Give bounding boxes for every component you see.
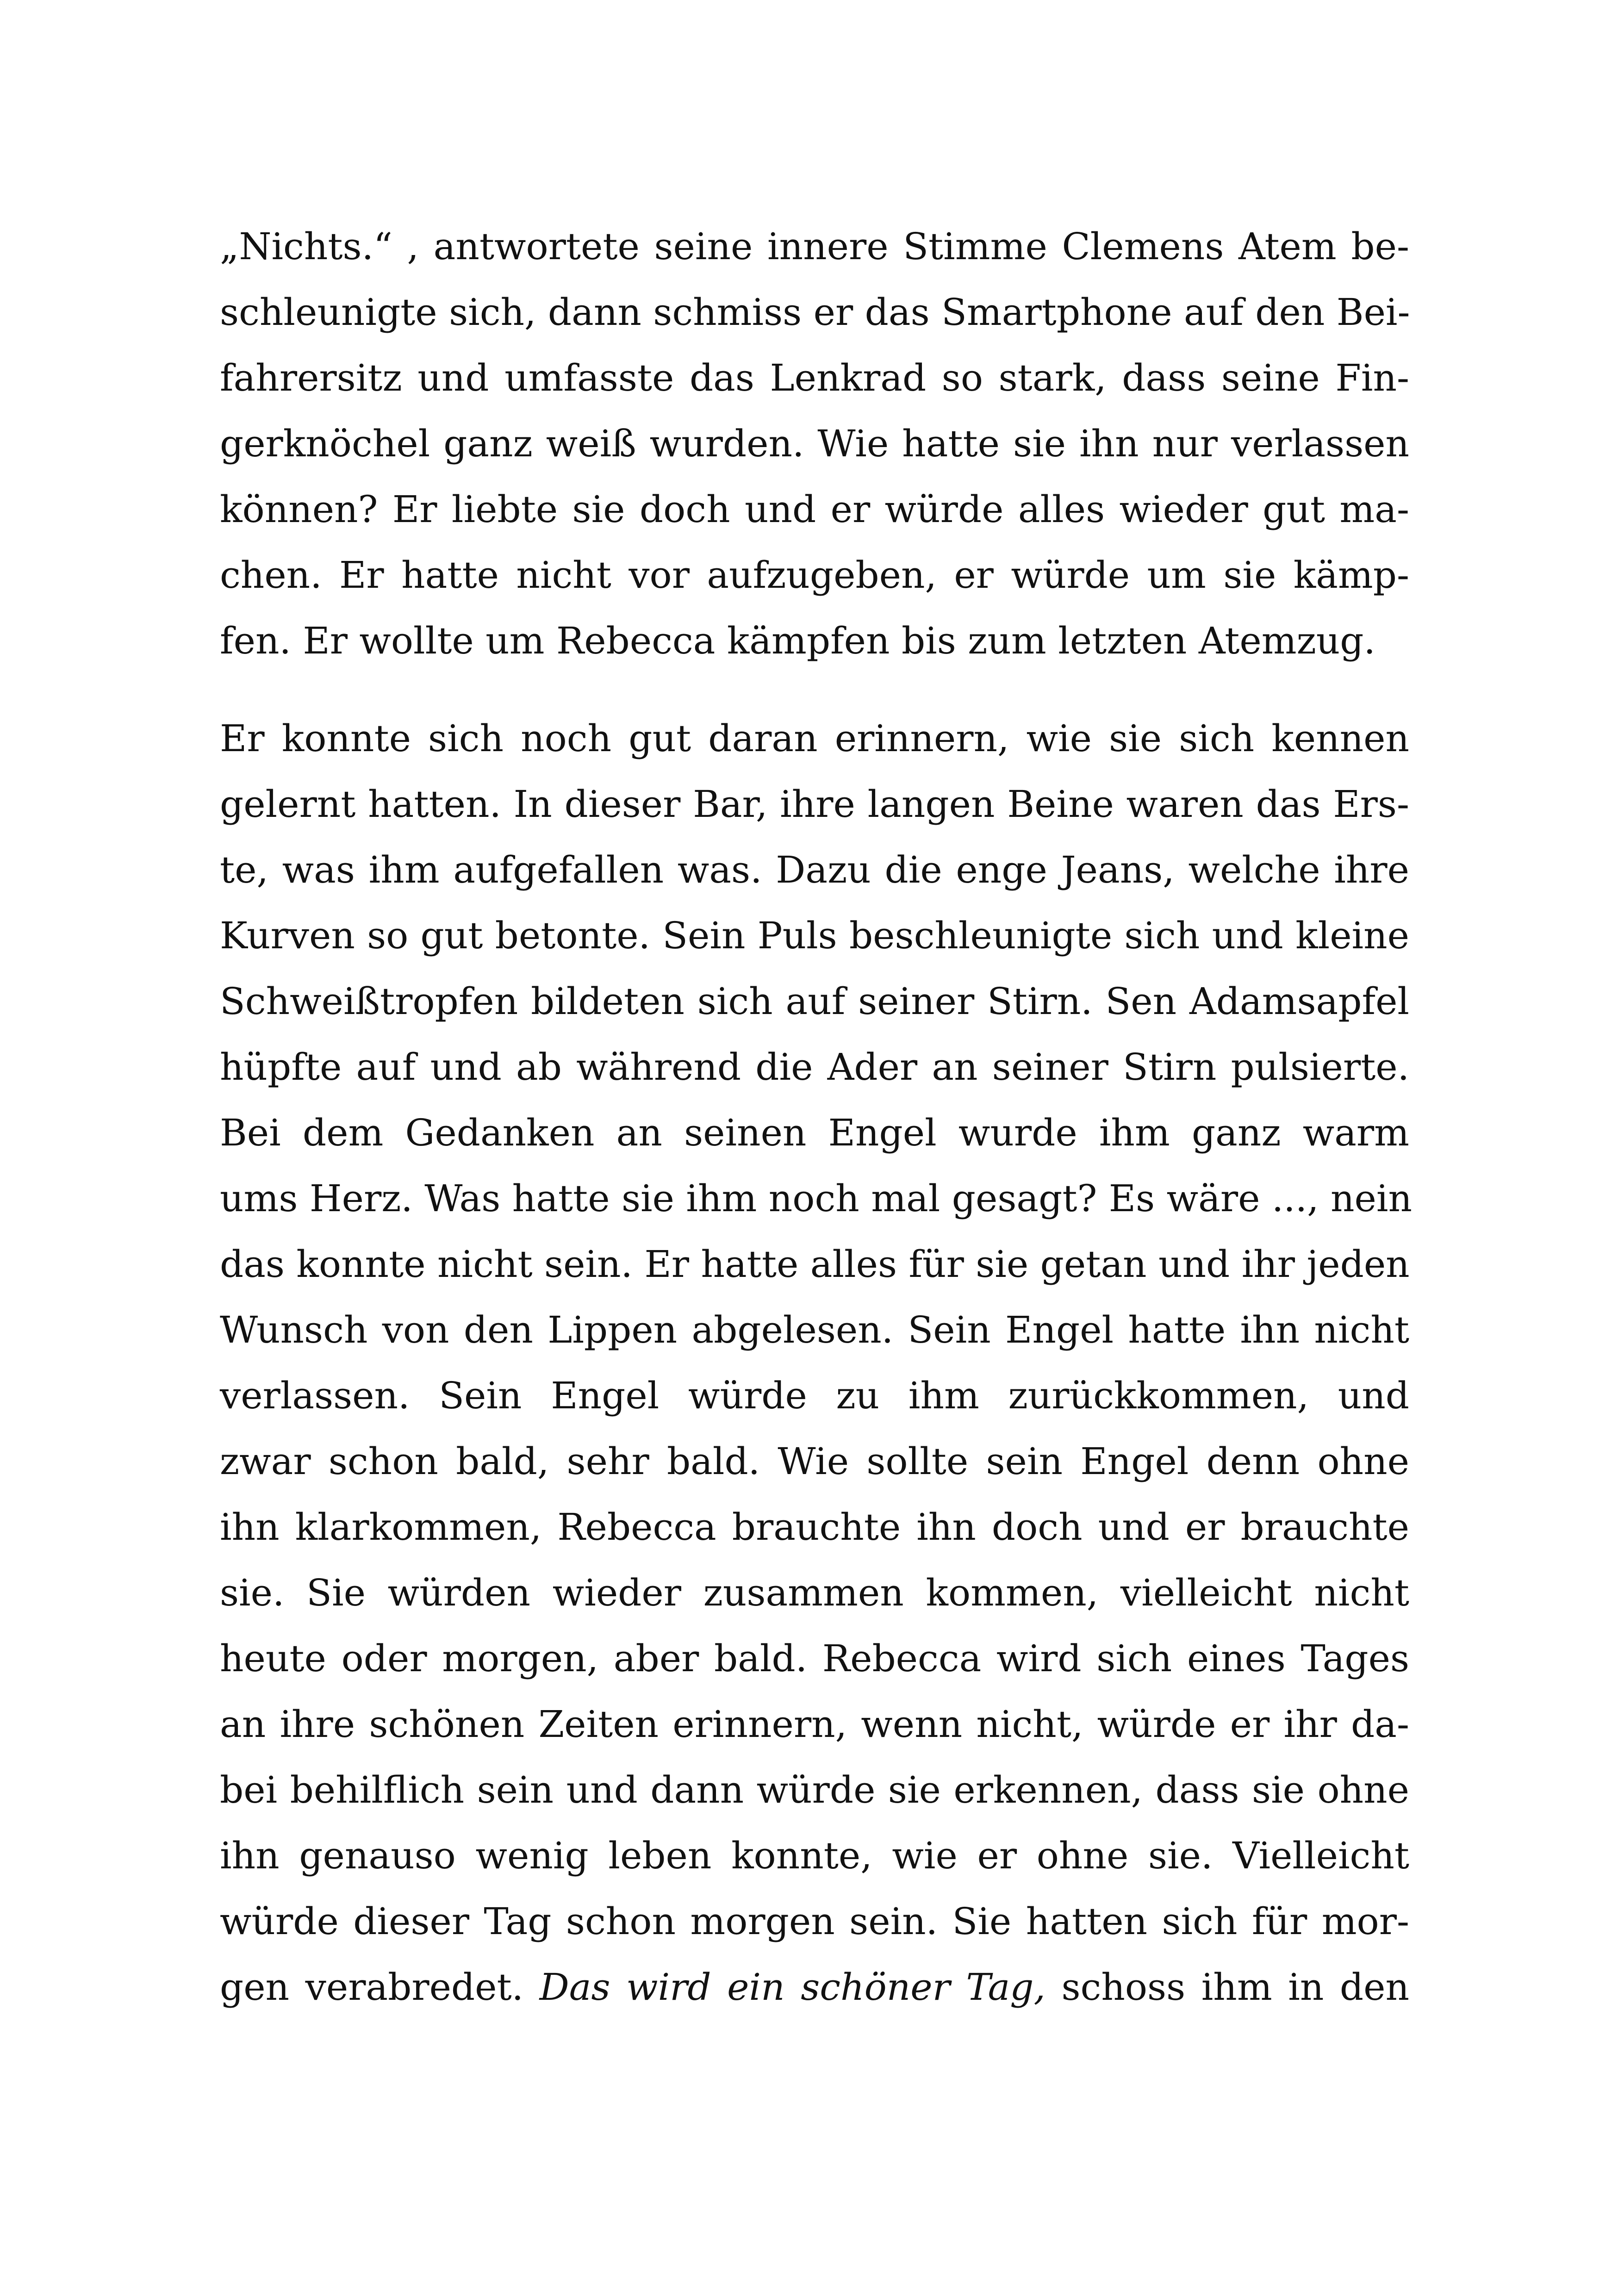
text-line: heute oder morgen, aber bald. Rebecca wird sich eines Tages: [220, 1637, 1409, 1680]
text-line: Schweißtropfen bildeten sich auf seiner Stirn. Sen Adamsapfel: [220, 980, 1409, 1023]
text-line: an ihre schönen Zeiten erinnern, wenn nicht, würde er ihr da-: [220, 1703, 1409, 1746]
text-line: können? Er liebte sie doch und er würde alles wieder gut ma-: [220, 488, 1409, 531]
text-line: fen. Er wollte um Rebecca kämpfen bis zum letzten Atemzug.: [220, 619, 1375, 662]
text-line: Bei dem Gedanken an seinen Engel wurde ihm ganz warm: [220, 1111, 1409, 1154]
italic-thought: Das wird ein schöner Tag,: [539, 1966, 1045, 2009]
text-line: gelernt hatten. In dieser Bar, ihre langen Beine waren das Ers-: [220, 783, 1409, 826]
text-line: „Nichts.“ , antwortete seine innere Stimme Clemens Atem be-: [220, 225, 1409, 268]
text-line: gerknöchel ganz weiß wurden. Wie hatte sie ihn nur verlassen: [220, 422, 1409, 465]
text-line: Kurven so gut betonte. Sein Puls beschleunigte sich und kleine: [220, 914, 1409, 957]
text-line: sie. Sie würden wieder zusammen kommen, vielleicht nicht: [220, 1571, 1409, 1614]
paragraph-1: [220, 214, 1409, 674]
text-segment: schoss ihm in den: [1045, 1966, 1409, 2009]
text-line: zwar schon bald, sehr bald. Wie sollte sein Engel denn ohne: [220, 1440, 1409, 1483]
text-line: schleunigte sich, dann schmiss er das Smartphone auf den Bei-: [220, 291, 1410, 334]
text-line: fahrersitz und umfasste das Lenkrad so stark, dass seine Fin-: [220, 356, 1409, 399]
text-line: hüpfte auf und ab während die Ader an seiner Stirn pulsierte.: [220, 1045, 1409, 1089]
text-line: ihn klarkommen, Rebecca brauchte ihn doch und er brauchte: [220, 1506, 1409, 1549]
text-line: chen. Er hatte nicht vor aufzugeben, er würde um sie kämp-: [220, 554, 1409, 597]
text-line-last: [220, 1954, 1409, 2020]
text-line: Er konnte sich noch gut daran erinnern, wie sie sich kennen: [220, 717, 1409, 760]
text-line: das konnte nicht sein. Er hatte alles für sie getan und ihr jeden: [220, 1243, 1410, 1286]
text-line: Wunsch von den Lippen abgelesen. Sein Engel hatte ihn nicht: [220, 1308, 1409, 1351]
text-line: bei behilflich sein und dann würde sie erkennen, dass sie ohne: [220, 1768, 1409, 1811]
text-segment: gen verabredet.: [220, 1966, 540, 2009]
text-line: verlassen. Sein Engel würde zu ihm zurückkommen, und: [220, 1374, 1409, 1417]
text-line: würde dieser Tag schon morgen sein. Sie hatten sich für mor-: [220, 1900, 1409, 1943]
text-line: ihn genauso wenig leben konnte, wie er ohne sie. Vielleicht: [220, 1834, 1409, 1877]
text-line: te, was ihm aufgefallen was. Dazu die enge Jeans, welche ihre: [220, 848, 1409, 891]
paragraph-2: [220, 706, 1412, 2020]
text-line: ums Herz. Was hatte sie ihm noch mal gesagt? Es wäre ..., nein: [220, 1177, 1412, 1220]
